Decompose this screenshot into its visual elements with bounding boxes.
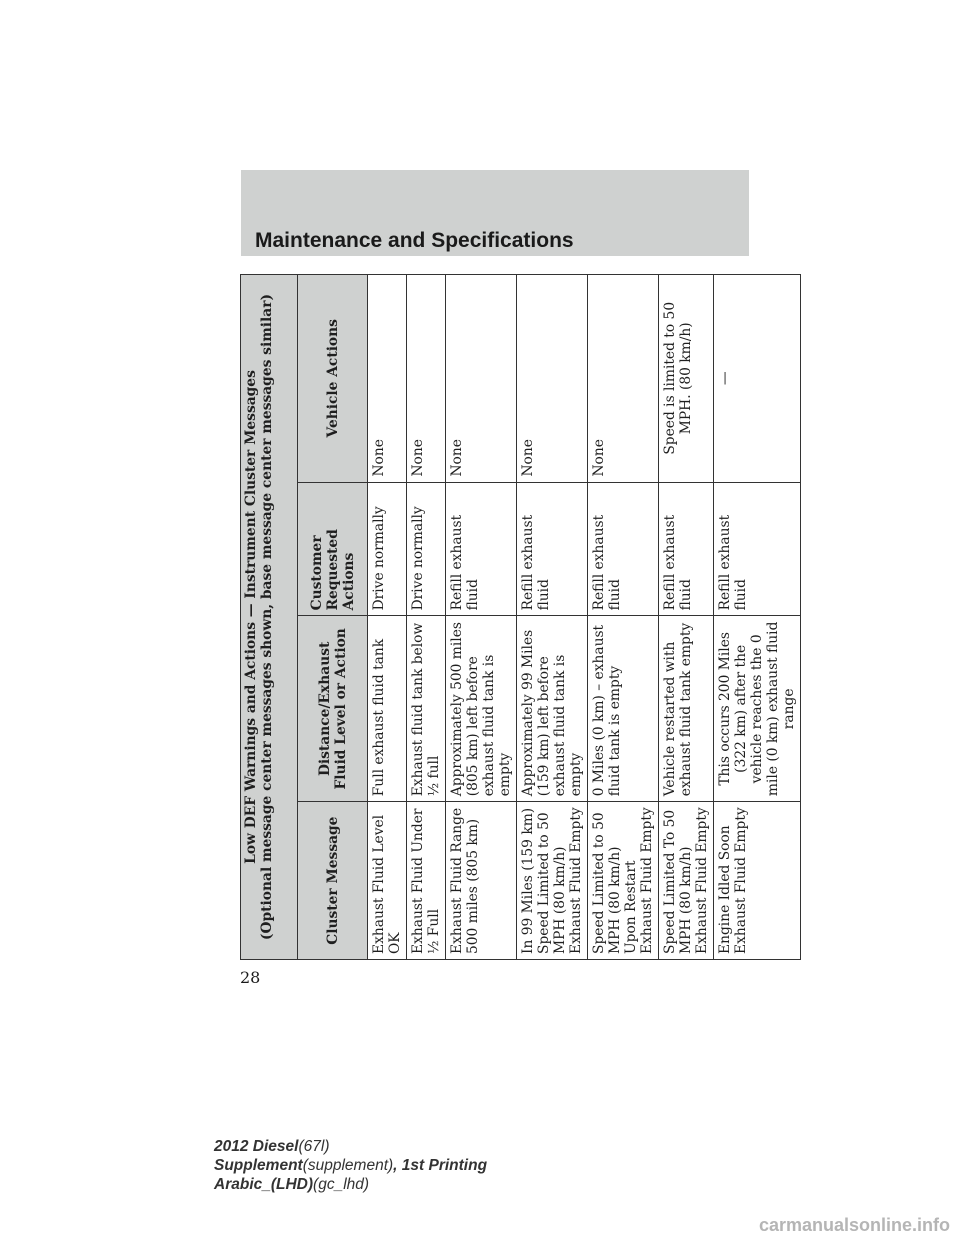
footer-printing: , 1st Printing: [393, 1157, 488, 1174]
footer-model: 2012 Diesel: [214, 1138, 299, 1155]
table-row: [407, 275, 446, 960]
table-cell: Refill exhaust fluid: [588, 482, 659, 616]
table-cell: Speed Limited To 50 MPH (80 km/h) Exhaust Fluid Empty: [659, 802, 714, 960]
watermark-text: carmanualsonline.info: [758, 1215, 950, 1235]
def-warnings-table-container: [240, 274, 797, 960]
table-cell: Exhaust fluid tank below ½ full: [407, 616, 446, 802]
table-cell: In 99 Miles (159 km) Speed Limited to 50 MPH (80 km/h) Exhaust Fluid Empty: [517, 802, 588, 960]
table-row: [588, 275, 659, 960]
table-cell: Drive normally: [368, 482, 407, 616]
footer-line-3: [214, 1175, 487, 1194]
section-title: Maintenance and Specifications: [255, 229, 574, 252]
table-cell: None: [517, 275, 588, 483]
footer-language: Arabic_(LHD): [214, 1176, 314, 1193]
column-header: Customer Requested Actions: [298, 482, 368, 616]
table-row: [517, 275, 588, 960]
table-row: [446, 275, 517, 960]
column-header: Vehicle Actions: [298, 275, 368, 483]
table-cell: Vehicle restarted with exhaust fluid tank empty: [659, 616, 714, 802]
table-cell: Drive normally: [407, 482, 446, 616]
table-cell: —: [714, 275, 801, 483]
table-cell: None: [446, 275, 517, 483]
table-cell: Engine Idled Soon Exhaust Fluid Empty: [714, 802, 801, 960]
table-cell: Exhaust Fluid Range 500 miles (805 km): [446, 802, 517, 960]
column-header: Distance/Exhaust Fluid Level or Action: [298, 616, 368, 802]
table-row: [714, 275, 801, 960]
table-subtitle: (Optional message center messages shown, base message center messages similar): [259, 293, 275, 941]
column-header: Cluster Message: [298, 802, 368, 960]
table-cell: Speed Limited to 50 MPH (80 km/h) Upon Restart Exhaust Fluid Empty: [588, 802, 659, 960]
footer-language-code: (gc_lhd): [313, 1176, 370, 1193]
footer-line-2: [214, 1156, 487, 1175]
footer-doc-type: Supplement: [214, 1157, 303, 1174]
rotated-table-frame: [240, 274, 797, 960]
table-cell: Approximately 99 Miles (159 km) left before exhaust fluid tank is empty: [517, 616, 588, 802]
table-cell: Speed is limited to 50 MPH. (80 km/h): [659, 275, 714, 483]
table-cell: Refill exhaust fluid: [446, 482, 517, 616]
table-cell: None: [368, 275, 407, 483]
table-title-row: [241, 275, 298, 960]
table-cell: Refill exhaust fluid: [659, 482, 714, 616]
table-cell: Exhaust Fluid Level OK: [368, 802, 407, 960]
table-cell: Full exhaust fluid tank: [368, 616, 407, 802]
footer-line-1: [214, 1137, 487, 1156]
table-header-row: [298, 275, 368, 960]
table-cell: Exhaust Fluid Under ½ Full: [407, 802, 446, 960]
footer-doc-code: (supplement): [302, 1157, 394, 1174]
page-number: 28: [240, 968, 261, 987]
footer-model-code: (67l): [298, 1138, 330, 1155]
table-title-cell: [241, 275, 298, 960]
def-warnings-table: [240, 274, 801, 960]
table-row: [659, 275, 714, 960]
table-cell: Refill exhaust fluid: [517, 482, 588, 616]
table-cell: This occurs 200 Miles (322 km) after the vehicle reaches the 0 mile (0 km) exhaust fluid range: [714, 616, 801, 802]
table-cell: None: [407, 275, 446, 483]
table-cell: None: [588, 275, 659, 483]
table-title: Low DEF Warnings and Actions — Instrument Cluster Messages: [243, 370, 259, 864]
print-footer: [214, 1137, 487, 1194]
table-cell: Approximately 500 miles (805 km) left before exhaust fluid tank is empty: [446, 616, 517, 802]
table-cell: 0 Miles (0 km) – exhaust fluid tank is empty: [588, 616, 659, 802]
table-row: [368, 275, 407, 960]
table-cell: Refill exhaust fluid: [714, 482, 801, 616]
